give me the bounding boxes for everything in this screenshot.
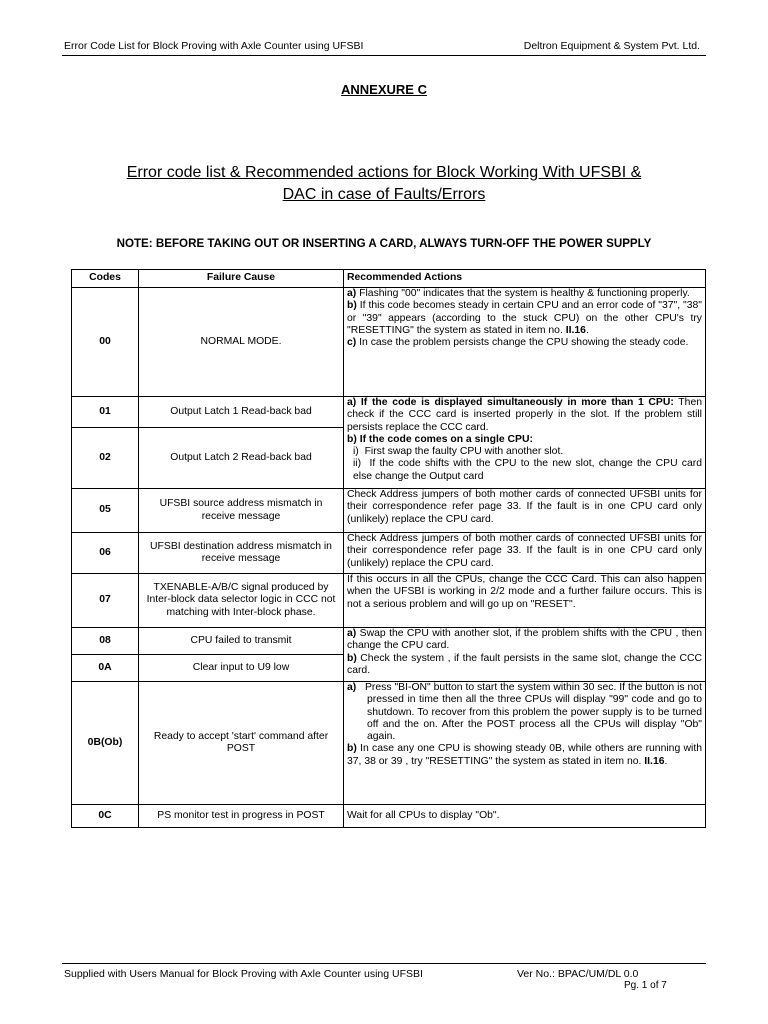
safety-note: NOTE: BEFORE TAKING OUT OR INSERTING A CARD, ALWAYS TURN-OFF THE POWER SUPPLY <box>116 237 652 250</box>
failure-cause: TXENABLE-A/B/C signal produced by Inter-block data selector logic in CCC not matching with Inter-block phase. <box>139 574 344 628</box>
error-code: 08 <box>72 628 139 655</box>
title-line-1: Error code list & Recommended actions for Block Working With UFSBI & <box>126 164 642 181</box>
footer-divider <box>62 963 706 964</box>
table-row <box>72 397 706 428</box>
recommended-action: Check Address jumpers of both mother cards of connected UFSBI units for their correspondence refer page 33. If the fault is in one CPU card only (unlikely) replace the CPU card. <box>344 533 706 574</box>
table-header-row <box>72 270 706 288</box>
error-code: 07 <box>72 574 139 628</box>
failure-cause: NORMAL MODE. <box>139 288 344 397</box>
table-row <box>72 628 706 655</box>
footer-text: Supplied with Users Manual for Block Proving with Axle Counter using UFSBI <box>64 968 423 980</box>
failure-cause: PS monitor test in progress in POST <box>139 805 344 828</box>
table-row <box>72 805 706 828</box>
failure-cause: UFSBI source address mismatch in receive message <box>139 489 344 533</box>
recommended-action: Wait for all CPUs to display "Ob". <box>344 805 706 828</box>
table-row <box>72 288 706 397</box>
error-code: 05 <box>72 489 139 533</box>
table-row <box>72 489 706 533</box>
recommended-action: Check Address jumpers of both mother cards of connected UFSBI units for their correspondence refer page 33. If the fault is in one CPU card only (unlikely) replace the CPU card. <box>344 489 706 533</box>
failure-cause: Output Latch 1 Read-back bad <box>139 397 344 428</box>
failure-cause: Output Latch 2 Read-back bad <box>139 428 344 489</box>
error-code-table <box>71 269 706 828</box>
failure-cause: Clear input to U9 low <box>139 655 344 682</box>
recommended-action: a) Swap the CPU with another slot, if the problem shifts with the CPU , then change the CPU card. b) Check the system , if the fault persists in the same slot, change the CCC card. <box>344 628 706 682</box>
error-code: 06 <box>72 533 139 574</box>
header-divider <box>62 55 706 56</box>
recommended-action: a) Flashing "00" indicates that the system is healthy & functioning properly. b) If this code becomes steady in certain CPU and an error code of "37", "38" or "39" appears (according to the stuck CPU) on the other CPU's try "RESETTING" the system as stated in item no. II.16. c) In case the problem persists change the CPU showing the steady code. <box>344 288 706 397</box>
failure-cause: CPU failed to transmit <box>139 628 344 655</box>
page-number: Pg. 1 of 7 <box>624 980 667 991</box>
failure-cause: UFSBI destination address mismatch in receive message <box>139 533 344 574</box>
header-company: Deltron Equipment & System Pvt. Ltd. <box>523 40 700 52</box>
failure-cause: Ready to accept 'start' command after POST <box>139 682 344 805</box>
column-header-recommended-actions: Recommended Actions <box>344 270 706 288</box>
header-left-text: Error Code List for Block Proving with Axle Counter using UFSBI <box>64 40 364 52</box>
annexure-heading: ANNEXURE C <box>341 82 427 97</box>
error-code: 00 <box>72 288 139 397</box>
title-line-2: DAC in case of Faults/Errors <box>282 186 486 203</box>
recommended-action: a) If the code is displayed simultaneously in more than 1 CPU: Then check if the CCC card is inserted properly in the slot. If the problem still persists replace the CCC card. b) If the code comes on a single CPU: i) First swap the faulty CPU with another slot. ii) If the code shifts with the CPU to the new slot, change the CPU card else change the Output card <box>344 397 706 489</box>
error-code: 0A <box>72 655 139 682</box>
recommended-action: If this occurs in all the CPUs, change the CCC Card. This can also happen when the UFSBI is working in 2/2 mode and a further failure occurs. This is not a serious problem and will go up on "RESET". <box>344 574 706 628</box>
error-code: 0B(Ob) <box>72 682 139 805</box>
recommended-action: a) Press "BI-ON" button to start the system within 30 sec. If the button is not pressed in time then all the three CPUs will display "99" code and go to shutdown. To recover from this problem the power supply is to be turned off and the on. After the POST process all the CPUs will display "Ob" again. b) In case any one CPU is showing steady 0B, while others are running with 37, 38 or 39 , try "RESETTING" the system as stated in item no. II.16. <box>344 682 706 805</box>
error-code: 01 <box>72 397 139 428</box>
error-code: 02 <box>72 428 139 489</box>
column-header-codes: Codes <box>72 270 139 288</box>
page-title <box>40 162 728 206</box>
footer-version: Ver No.: BPAC/UM/DL 0.0 <box>517 968 639 980</box>
table-row <box>72 682 706 805</box>
column-header-failure-cause: Failure Cause <box>139 270 344 288</box>
table-row <box>72 533 706 574</box>
table-row <box>72 574 706 628</box>
error-code: 0C <box>72 805 139 828</box>
